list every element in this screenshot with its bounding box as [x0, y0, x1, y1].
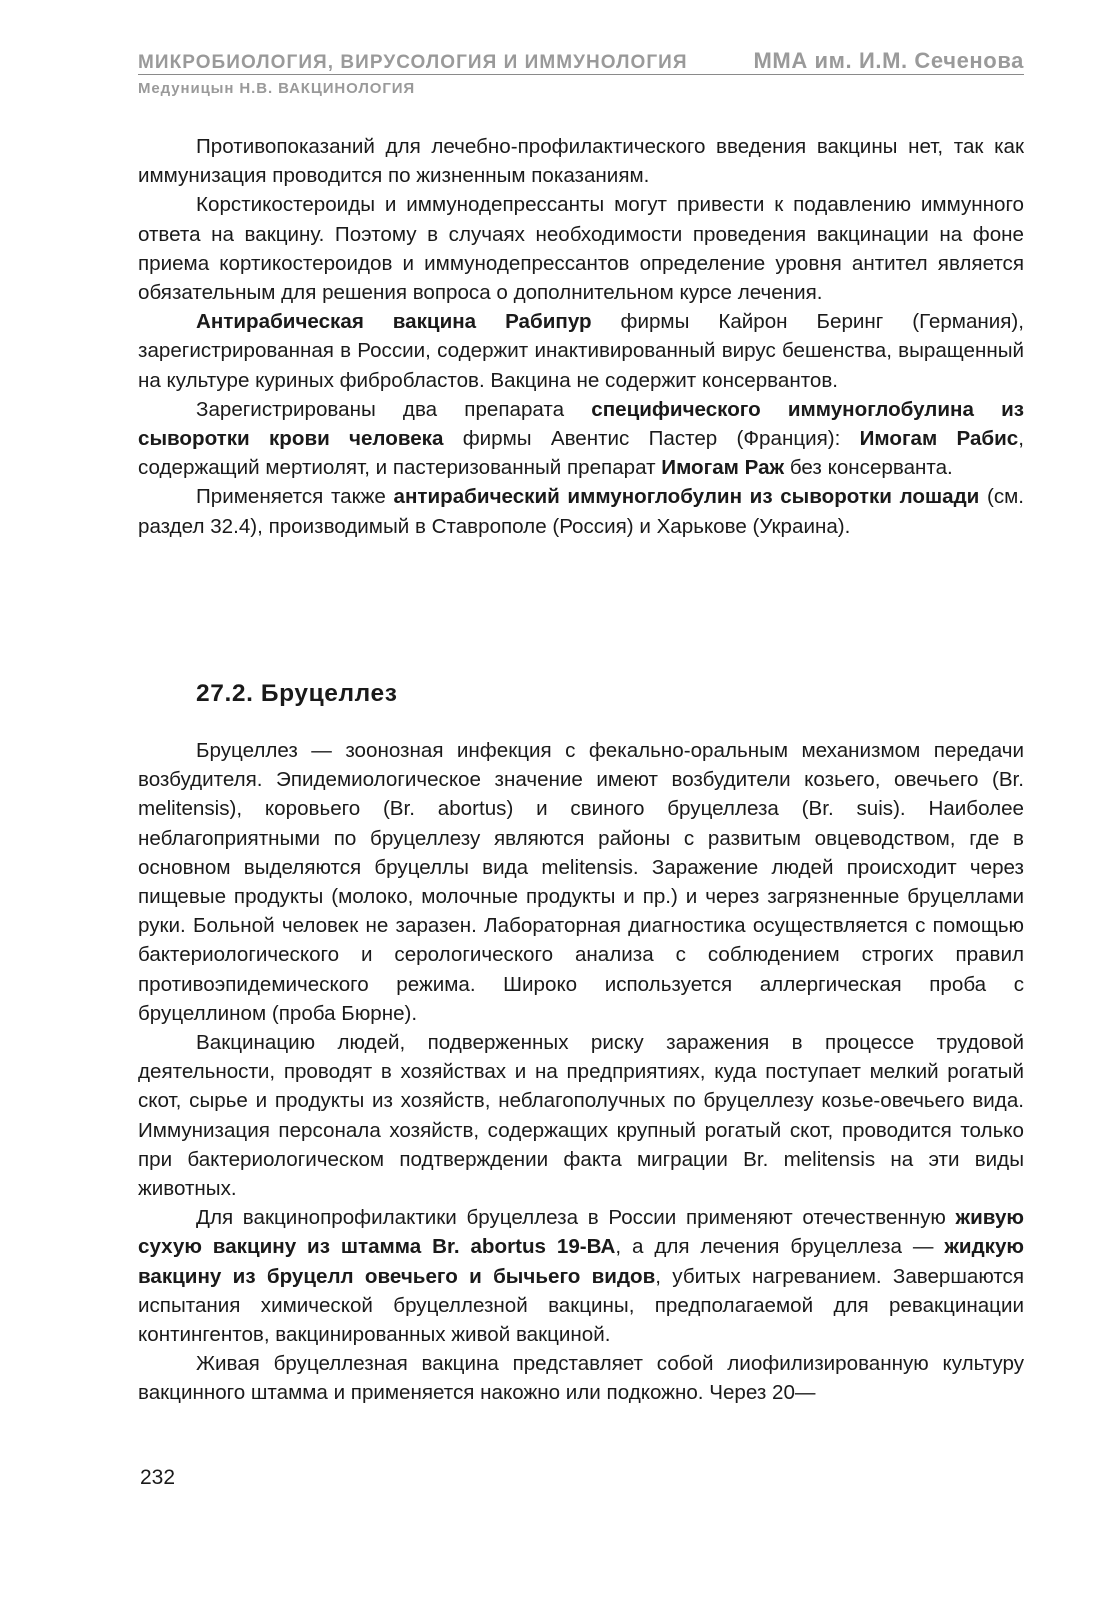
term-rabipur: Антирабическая вакцина Рабипур	[196, 310, 592, 334]
term-imogam-razh: Имогам Раж	[661, 456, 785, 480]
document-page	[138, 0, 1024, 1600]
body-brucellosis	[138, 736, 1024, 1408]
paragraph-horse-immunoglobulin: Применяется также антирабический иммуноглобулин из сыворотки лошади (см. раздел 32.4), производимый в Ставрополе (Россия) и Харькове (Украина).	[138, 485, 1025, 538]
paragraph-corticosteroids: Корстикостероиды и иммунодепрессанты могут привести к подавлению иммунного ответа на вакцину. Поэтому в случаях необходимости проведения вакцинации на фоне приема кортикостероидов и иммунодепрессантов определение уровня антител является обязательным для решения вопроса о дополнительном курсе лечения.	[138, 193, 1024, 305]
body-top	[138, 132, 1024, 541]
paragraph-live-vaccine: Живая бруцеллезная вакцина представляет собой лиофилизированную культуру вакцинного штамма и применяется накожно или подкожно. Через 20—	[138, 1352, 1024, 1405]
paragraph-vaccination-workers: Вакцинацию людей, подверженных риску заражения в процессе трудовой деятельности, проводят в хозяйствах и на предприятиях, куда поступает мелкий рогатый скот, сырье и продукты из хозяйств, неблагополучных по бруцеллезу козье-овечьего вида. Иммунизация персонала хозяйств, содержащих крупный рогатый скот, проводится только при бактериологическом подтверждении факта миграции Br. melitensis на эти виды животных.	[138, 1031, 1024, 1201]
page-number: 232	[140, 1466, 176, 1489]
header-divider	[138, 74, 1024, 75]
paragraph-rabipur: Антирабическая вакцина Рабипур фирмы Кайрон Беринг (Германия), зарегистрированная в России, содержит инактивированный вирус бешенства, выращенный на культуре куриных фибробластов. Вакцина не содержит консервантов.	[138, 310, 1024, 392]
term-imogam-rabis: Имогам Рабис	[859, 427, 1019, 451]
term-horse-immunoglobulin: антирабический иммуноглобулин из сыворотки лошади	[393, 485, 980, 509]
paragraph-contraindications: Противопоказаний для лечебно-профилактического введения вакцины нет, так как иммунизация проводится по жизненным показаниям.	[138, 135, 1024, 188]
term-liquid-vaccine: жидкую вакцину из бруцелл овечьего и бычьего видов	[138, 1235, 1024, 1288]
running-header	[138, 46, 1024, 74]
term-human-immunoglobulin: специфического иммуноглобулина из сыворотки крови человека	[138, 397, 1024, 451]
header-institution: ММА им. И.М. Сеченова	[753, 48, 1024, 73]
header-book-title: МИКРОБИОЛОГИЯ, ВИРУСОЛОГИЯ И ИММУНОЛОГИЯ	[138, 52, 688, 73]
section-title: 27.2. Бруцеллез	[196, 680, 398, 707]
paragraph-immunoglobulin: Зарегистрированы два препарата специфического иммуноглобулина из сыворотки крови человека фирмы Авентис Пастер (Франция): Имогам Рабис, содержащий мертиолят, и пастеризованный препарат Имогам Раж без консерванта.	[138, 397, 1024, 480]
term-live-dry-vaccine: живую сухую вакцину из штамма Br. abortus 19-ВА	[138, 1206, 1024, 1259]
paragraph-brucellosis-intro: Бруцеллез — зоонозная инфекция с фекально-оральным механизмом передачи возбудителя. Эпидемиологическое значение имеют возбудители козьего, овечьего (Br. melitensis), коровьего (Br. abortus) и свиного бруцеллеза (Br. suis). Наиболее неблагоприятными по бруцеллезу являются районы с развитым овцеводством, где в основном выделяются бруцеллы вида melitensis. Заражение людей происходит через пищевые продукты (молоко, молочные продукты и пр.) и через загрязненные бруцеллами руки. Больной человек не заразен. Лабораторная диагностика осуществляется с помощью бактериологического и серологического анализа с соблюдением строгих правил противоэпидемического режима. Широко используется аллергическая проба с бруцеллином (проба Бюрне).	[138, 739, 1024, 1025]
paragraph-vaccines-russia: Для вакцинопрофилактики бруцеллеза в России применяют отечественную живую сухую вакцину из штамма Br. abortus 19-ВА, а для лечения бруцеллеза — жидкую вакцину из бруцелл овечьего и бычьего видов, убитых нагреванием. Завершаются испытания химической бруцеллезной вакцины, предполагаемой для ревакцинации контингентов, вакцинированных живой вакциной.	[138, 1206, 1024, 1347]
header-author-subtitle: Медуницын Н.В. ВАКЦИНОЛОГИЯ	[138, 80, 416, 97]
